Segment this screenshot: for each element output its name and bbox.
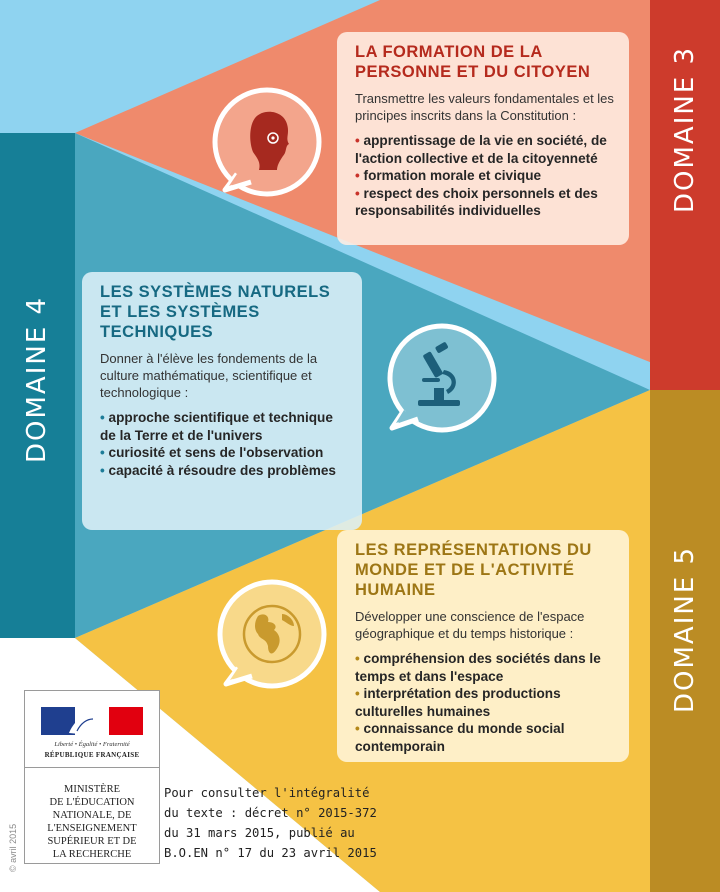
globe-icon (210, 576, 332, 698)
representations-item: • interprétation des productions culturelles humaines (355, 686, 561, 719)
logo-ministere: MINISTÈRE DE L'ÉDUCATION NATIONALE, DE L'ENSEIGNEMENT SUPÉRIEUR ET DE LA RECHERCHE (47, 784, 137, 860)
logo-republique: RÉPUBLIQUE FRANÇAISE (44, 751, 140, 759)
formation-item: • apprentissage de la vie en société, de l'action collective et de la citoyenneté (355, 133, 607, 166)
systemes-item: • curiosité et sens de l'observation (100, 445, 324, 460)
domaine4-band-upper (0, 0, 75, 120)
representations-item: • connaissance du monde social contemporain (355, 721, 565, 754)
domaine3-label: DOMAINE 3 (670, 45, 700, 213)
microscope-icon (382, 318, 504, 440)
logo-divider (25, 767, 159, 768)
formation-item: • formation morale et civique (355, 168, 542, 183)
formation-title: LA FORMATION DE LA PERSONNE ET DU CITOYEN (355, 43, 591, 81)
formation-icon-bubble (207, 82, 329, 202)
domaine4-label: DOMAINE 4 (22, 295, 52, 463)
consult-text: Pour consulter l'intégralité du texte : décret n° 2015-372 du 31 mars 2015, publié au B.O.EN n° 17 du 23 avril 2015 (164, 786, 377, 860)
representations-title: LES REPRÉSENTATIONS DU MONDE ET DE L'ACTIVITÉ HUMAINE (355, 541, 592, 599)
systemes-box (82, 272, 362, 530)
representations-icon-bubble (210, 576, 332, 698)
marianne-flag-logo (41, 707, 143, 735)
systemes-item: • capacité à résoudre des problèmes (100, 462, 336, 478)
logo-motto: Liberté • Égalité • Fraternité (54, 741, 130, 748)
systemes-item: • approche scientifique et technique de la Terre et de l'univers (100, 410, 333, 443)
systemes-icon-bubble (382, 318, 504, 440)
formation-item: • respect des choix personnels et des responsabilités individuelles (355, 185, 598, 218)
systemes-title: LES SYSTÈMES NATURELS ET LES SYSTÈMES TECHNIQUES (100, 283, 331, 341)
marianne-head-icon (207, 82, 329, 202)
systemes-intro: Donner à l'élève les fondements de la culture mathématique, scientifique et technologique : (100, 351, 318, 400)
representations-box (337, 530, 629, 762)
copyright-text: © avril 2015 (8, 823, 18, 872)
representations-item: • compréhension des sociétés dans le temps et dans l'espace (355, 651, 601, 684)
formation-box (337, 32, 629, 245)
domaine5-label: DOMAINE 5 (670, 545, 700, 713)
ministere-logo (24, 690, 160, 864)
representations-intro: Développer une conscience de l'espace géographique et du temps historique : (355, 609, 585, 641)
formation-intro: Transmettre les valeurs fondamentales et les principes inscrits dans la Constitution : (355, 91, 614, 123)
